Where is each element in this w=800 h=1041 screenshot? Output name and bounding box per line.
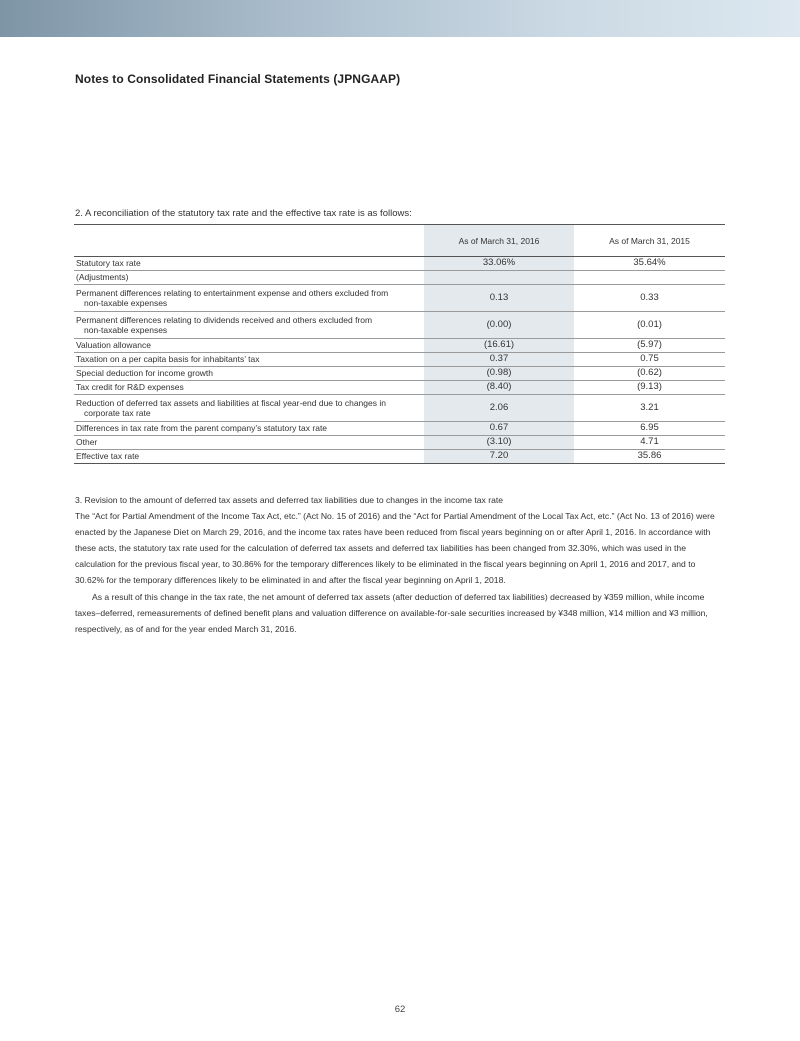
table-row <box>74 381 725 395</box>
value-2016: (0.98) <box>424 367 574 381</box>
value-2016: (0.00) <box>424 312 574 339</box>
row-label-continued: non-taxable expenses <box>84 325 168 335</box>
value-2015: (0.01) <box>574 312 725 339</box>
value-2016: 7.20 <box>424 450 574 464</box>
table-row <box>74 436 725 450</box>
row-label: (Adjustments) <box>74 271 424 285</box>
value-2015: (0.62) <box>574 367 725 381</box>
table-row <box>74 353 725 367</box>
value-2016: 0.67 <box>424 422 574 436</box>
value-2015: 3.21 <box>574 395 725 422</box>
row-label: Permanent differences relating to entertainment expense and others excluded from <box>76 287 389 298</box>
table-row <box>74 285 725 312</box>
table-row <box>74 367 725 381</box>
tax-rate-revision-section <box>75 492 725 637</box>
table-row <box>74 257 725 271</box>
table-row <box>74 339 725 353</box>
value-2015 <box>574 271 725 285</box>
row-label: Tax credit for R&D expenses <box>74 381 424 395</box>
table-header-row <box>74 225 725 257</box>
value-2015: 6.95 <box>574 422 725 436</box>
table-row <box>74 422 725 436</box>
row-label-cell <box>74 395 424 422</box>
row-label: Differences in tax rate from the parent company’s statutory tax rate <box>74 422 424 436</box>
value-2016: 2.06 <box>424 395 574 422</box>
value-2016: 0.13 <box>424 285 574 312</box>
paragraph: The “Act for Partial Amendment of the Income Tax Act, etc.” (Act No. 15 of 2016) and the “Act for Partial Amendment of the Local Tax Act, etc.” (Act No. 13 of 2016) were enacted by the Japanese Diet on March 29, 2016, and the income tax rates have been reduced from fiscal years beginning on or after April 1, 2016. In accordance with these acts, the statutory tax rate used for the calculation of deferred tax assets and deferred tax liabilities has been changed from 32.30%, which was used in the calculation for the previous fiscal year, to 30.86% for the temporary differences likely to be eliminated in the fiscal years beginning on April 1, 2016 and 2017, and to 30.62% for the temporary differences likely to be eliminated in and after the fiscal year beginning on April 1, 2018. <box>75 511 715 586</box>
row-label-continued: corporate tax rate <box>84 408 151 418</box>
value-2015: (9.13) <box>574 381 725 395</box>
value-2015: 35.86 <box>574 450 725 464</box>
row-label: Special deduction for income growth <box>74 367 424 381</box>
row-label-cell <box>74 285 424 312</box>
column-header-2015: As of March 31, 2015 <box>574 225 725 257</box>
value-2016: (8.40) <box>424 381 574 395</box>
row-label: Reduction of deferred tax assets and liabilities at fiscal year-end due to changes in <box>76 397 386 408</box>
reconciliation-caption: 2. A reconciliation of the statutory tax rate and the effective tax rate is as follows: <box>75 208 412 219</box>
row-label: Taxation on a per capita basis for inhabitants’ tax <box>74 353 424 367</box>
value-2016: (3.10) <box>424 436 574 450</box>
value-2016: 0.37 <box>424 353 574 367</box>
value-2015: 0.75 <box>574 353 725 367</box>
table-row <box>74 312 725 339</box>
value-2016 <box>424 271 574 285</box>
row-label: Effective tax rate <box>74 450 424 464</box>
column-header-label <box>74 225 424 257</box>
row-label: Other <box>74 436 424 450</box>
row-label: Permanent differences relating to dividends received and others excluded from <box>76 314 373 325</box>
column-header-2016: As of March 31, 2016 <box>424 225 574 257</box>
row-label: Valuation allowance <box>74 339 424 353</box>
paragraph: As a result of this change in the tax rate, the net amount of deferred tax assets (after deduction of deferred tax liabilities) decreased by ¥359 million, while income taxes–deferred, remeasurements of defined benefit plans and valuation difference on available-for-sale securities increased by ¥348 million, ¥14 million and ¥3 million, respectively, as of and for the year ended March 31, 2016. <box>75 591 708 634</box>
table-row <box>74 271 725 285</box>
row-label: Statutory tax rate <box>74 257 424 271</box>
value-2016: 33.06% <box>424 257 574 271</box>
tax-rate-reconciliation-table <box>74 224 725 464</box>
value-2016: (16.61) <box>424 339 574 353</box>
row-label-continued: non-taxable expenses <box>84 298 168 308</box>
top-banner <box>0 0 800 37</box>
page-title: Notes to Consolidated Financial Statements (JPNGAAP) <box>75 72 401 86</box>
table-row-total <box>74 450 725 464</box>
row-label-cell <box>74 312 424 339</box>
page-number: 62 <box>394 1004 406 1015</box>
table-row <box>74 395 725 422</box>
value-2015: (5.97) <box>574 339 725 353</box>
section-heading: 3. Revision to the amount of deferred tax assets and deferred tax liabilities due to changes in the income tax rate <box>75 495 504 505</box>
value-2015: 35.64% <box>574 257 725 271</box>
value-2015: 0.33 <box>574 285 725 312</box>
value-2015: 4.71 <box>574 436 725 450</box>
